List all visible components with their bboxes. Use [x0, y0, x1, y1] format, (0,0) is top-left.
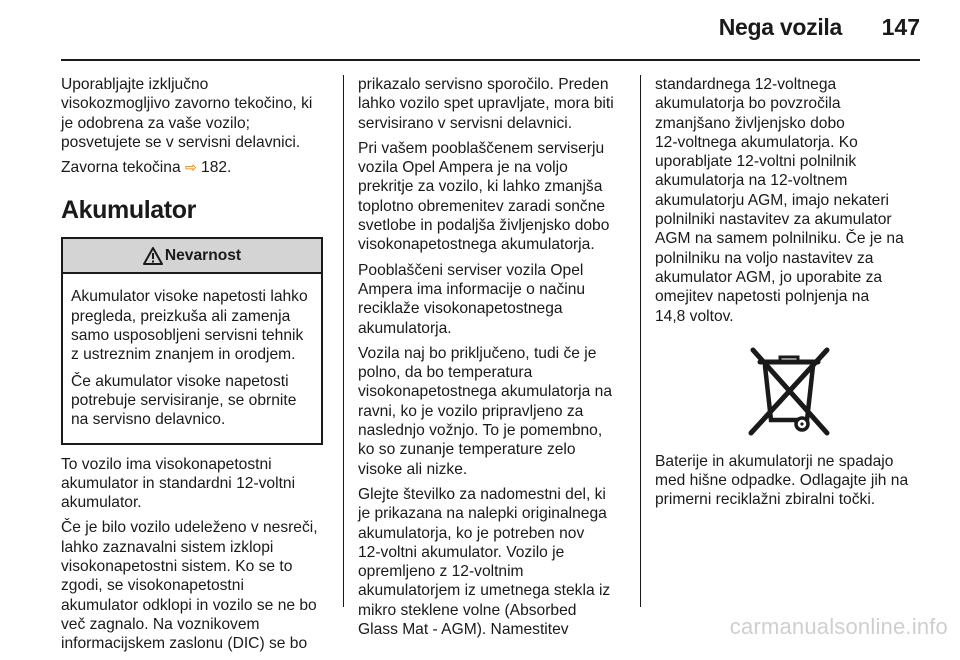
body-paragraph: Baterije in akumulatorji ne spadajo med hišne odpadke. Odlagajte jih na primerni reciklažni zbiralni točki. — [655, 452, 909, 509]
warning-paragraph: Če akumulator visoke napetosti potrebuje servisiranje, se obrnite na servisno delavnico. — [71, 372, 297, 429]
column-3 — [655, 75, 923, 516]
header-title: Nega vozila — [718, 14, 842, 40]
body-paragraph: Če je bilo vozilo udeleženo v nesreči, lahko zaznavalni sistem izklopi visokonapetostni sistem. Ko se to zgodi, se visokonapetostni akumulator odklopi in vozilo se ne bo več zagnalo. Na voznikovem informacijskem zaslonu (DIC) se bo — [61, 519, 318, 653]
body-paragraph: To vozilo ima visokonapetostni akumulator in standardni 12-voltni akumulator. — [61, 455, 296, 512]
reference-page: 182. — [196, 159, 232, 177]
disposal-symbol — [655, 346, 923, 436]
body-paragraph: prikazalo servisno sporočilo. Preden lahko vozilo spet upravljate, mora biti servisirano v servisni delavnici. — [358, 76, 614, 132]
cross-reference-arrow-icon: ⇨ — [184, 159, 197, 176]
body-paragraph: Pri vašem pooblaščenem serviserju vozila Opel Ampera je na voljo prekritje za vozilo, ki lahko zmanjša toplotno obremenitev zaradi sončne svetlobe in podaljša življenjsko dobo visokonapetostnega akumulatorja. — [358, 139, 610, 254]
body-paragraph: Pooblaščeni serviser vozila Opel Ampera ima informacije o načinu reciklaže visokonapetostnega akumulatorja. — [358, 261, 586, 337]
column-divider — [343, 75, 344, 607]
header-rule — [61, 59, 920, 61]
reference-text: Zavorna tekočina — [61, 159, 185, 177]
column-2 — [358, 75, 626, 645]
warning-header — [63, 239, 321, 274]
brake-fluid-reference[interactable] — [61, 158, 329, 177]
warning-triangle-icon — [143, 247, 163, 265]
crossed-out-wheelie-bin-icon — [734, 346, 844, 438]
body-paragraph: standardnega 12-voltnega akumulatorja bo povzročila zmanjšano življenjsko dobo 12-voltnega akumulatorja. Ko uporabljate 12-voltni polnilnik akumulatorja na 12-voltnem akumulatorju AGM, imajo nekateri polnilniki nastavitev za akumulator AGM na samem polnilniku. Če je na polnilniku na voljo nastavitev za akumulator AGM, jo uporabite za omejitev napetosti polnjenja na 14,8 voltov. — [655, 76, 904, 325]
body-paragraph: Vozila naj bo priključeno, tudi če je polno, da bo temperatura visokonapetostnega akumulatorja na ravni, ko je vozilo pripravljeno za naslednjo vožnjo. To je pomembno, ko so zunanje temperature zelo visoke ali nizke. — [358, 344, 612, 478]
brake-fluid-paragraph: Uporabljajte izključno visokozmogljivo zavorno tekočino, ki je odobrena za vaše vozilo; posvetujete se v servisni delavnici. — [61, 76, 313, 151]
column-1 — [61, 75, 329, 660]
page-number: 147 — [881, 14, 920, 40]
page-header — [0, 0, 960, 62]
watermark: carmanualsonline.info — [729, 614, 948, 639]
danger-warning-box — [61, 237, 323, 444]
body-paragraph: Glejte številko za nadomestni del, ki je prikazana na nalepki originalnega akumulatorja, ko je potreben nov 12-voltni akumulator. Vozilo je opremljeno z 12-voltnim akumulatorjem iz umetnega stekla iz mikro steklene volne (Absorbed Glass Mat - AGM). Namestitev — [358, 485, 611, 639]
column-divider — [640, 75, 641, 607]
warning-body — [63, 274, 321, 442]
section-heading: Akumulator — [61, 196, 196, 225]
warning-title: Nevarnost — [164, 247, 242, 265]
warning-paragraph: Akumulator visoke napetosti lahko pregleda, preizkuša ali zamenja samo usposobljeni servisni tehnik z ustreznim znanjem in orodjem. — [71, 288, 308, 364]
